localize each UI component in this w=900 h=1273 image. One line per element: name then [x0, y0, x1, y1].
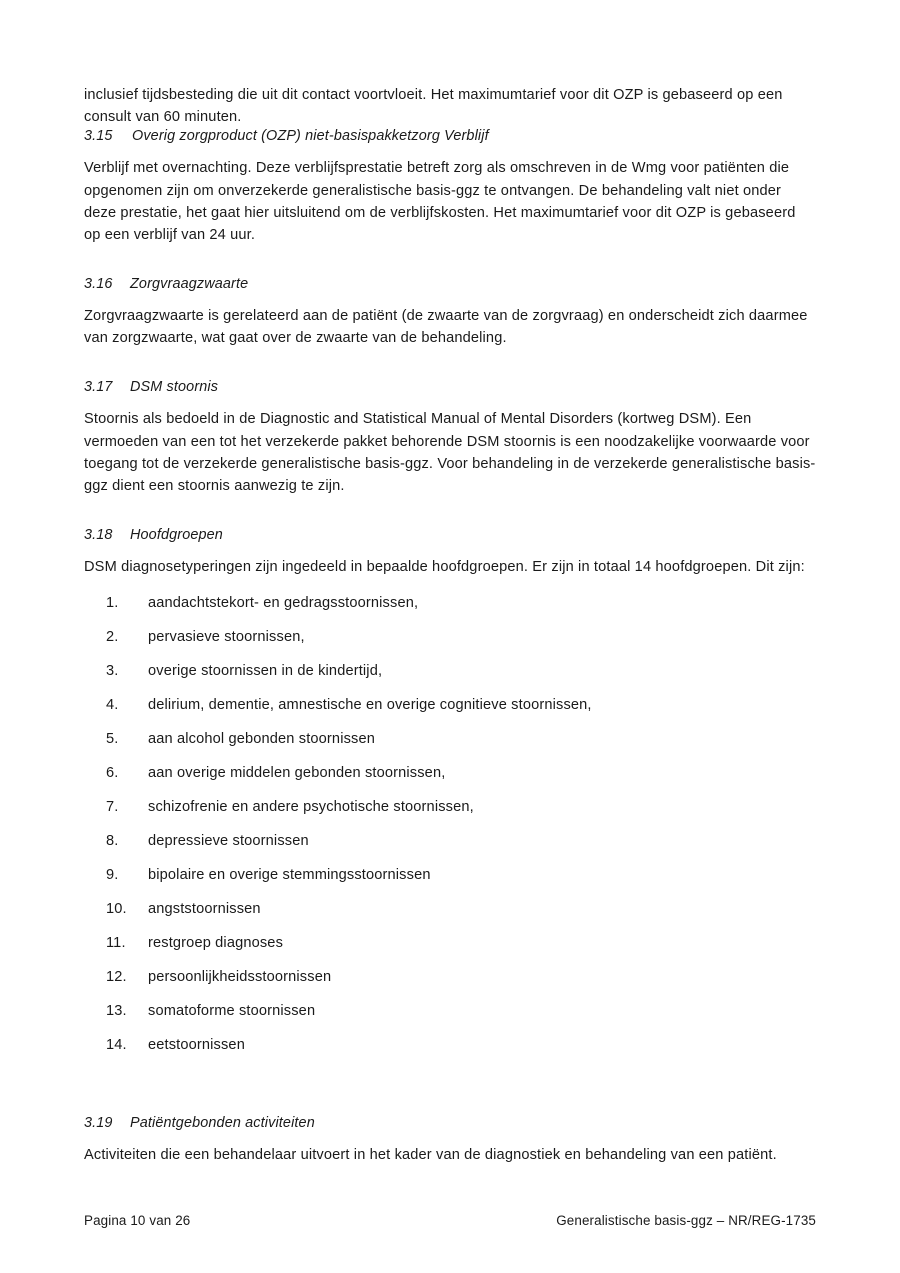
list-item: schizofrenie en andere psychotische stoornissen, — [148, 799, 474, 816]
section-heading — [84, 527, 816, 543]
section-number: 3.19 — [84, 1114, 113, 1131]
section-body: Stoornis als bedoeld in de Diagnostic and Statistical Manual of Mental Disorders (kortweg DSM). Een vermoeden van een tot het verzekerde pakket behorende DSM stoornis is een noodzakelijke voorwaarde voor toegang tot de verzekerde generalistische basis-ggz. Voor behandeling in de verzekerde generalistische basis-ggz dient een stoornis aanwezig te zijn. — [84, 411, 816, 494]
footer-document-label: Generalistische basis-ggz – NR/REG-1735 — [556, 1213, 816, 1228]
footer-page-number: Pagina 10 van 26 — [84, 1213, 191, 1228]
section-3-15 — [84, 128, 816, 246]
list-item: persoonlijkheidsstoornissen — [148, 968, 332, 985]
section-heading — [84, 128, 816, 144]
list-item: angststoornissen — [148, 900, 261, 917]
list-item: aan overige middelen gebonden stoornissen, — [148, 765, 446, 782]
list-item: eetstoornissen — [148, 1036, 245, 1053]
list-item: delirium, dementie, amnestische en overige cognitieve stoornissen, — [148, 697, 592, 714]
section-heading — [84, 379, 816, 395]
section-heading — [84, 276, 816, 292]
section-title: Overig zorgproduct (OZP) niet-basispakketzorg Verblijf — [132, 128, 489, 145]
section-title: Hoofdgroepen — [130, 527, 223, 544]
section-3-19 — [84, 1115, 816, 1166]
section-number: 3.16 — [84, 276, 113, 293]
list-item: aandachtstekort- en gedragsstoornissen, — [148, 595, 419, 612]
list-item: bipolaire en overige stemmingsstoornissen — [148, 866, 431, 883]
list-spacer — [84, 1085, 816, 1115]
section-title: Zorgvraagzwaarte — [130, 276, 249, 293]
section-heading — [84, 1115, 816, 1131]
section-body: DSM diagnosetyperingen zijn ingedeeld in bepaalde hoofdgroepen. Er zijn in totaal 14 hoofdgroepen. Dit zijn: — [84, 559, 805, 576]
list-item: overige stoornissen in de kindertijd, — [148, 663, 383, 680]
section-body: Activiteiten die een behandelaar uitvoert in het kader van de diagnostiek en behandeling van een patiënt. — [84, 1146, 777, 1163]
section-title: DSM stoornis — [130, 379, 219, 396]
section-body: Verblijf met overnachting. Deze verblijfsprestatie betreft zorg als omschreven in de Wmg voor patiënten die opgenomen zijn om onverzekerde generalistische basis-ggz te ontvangen. De behandeling valt niet onder deze prestatie, het gaat hier uitsluitend om de verblijfskosten. Het maximumtarief voor dit OZP is gebaseerd op een verblijf van 24 uur. — [84, 160, 796, 243]
section-number: 3.17 — [84, 379, 113, 396]
hoofdgroepen-list — [84, 594, 816, 1055]
list-item: somatoforme stoornissen — [148, 1002, 316, 1019]
list-item: aan alcohol gebonden stoornissen — [148, 731, 375, 748]
section-number: 3.18 — [84, 527, 113, 544]
list-item: pervasieve stoornissen, — [148, 629, 305, 646]
section-number: 3.15 — [84, 128, 113, 145]
section-body: Zorgvraagzwaarte is gerelateerd aan de patiënt (de zwaarte van de zorgvraag) en onderscheidt zich daarmee van zorgzwaarte, wat gaat over de zwaarte van de behandeling. — [84, 308, 808, 347]
section-title: Patiëntgebonden activiteiten — [130, 1114, 315, 1131]
section-3-18 — [84, 527, 816, 1055]
list-item: restgroep diagnoses — [148, 934, 284, 951]
page-footer — [84, 1213, 816, 1228]
section-3-16 — [84, 276, 816, 349]
intro-paragraph: inclusief tijdsbesteding die uit dit contact voortvloeit. Het maximumtarief voor dit OZP is gebaseerd op een consult van 60 minuten. — [84, 87, 783, 126]
list-item: depressieve stoornissen — [148, 833, 309, 850]
section-3-17 — [84, 379, 816, 497]
page-content — [84, 84, 816, 1166]
